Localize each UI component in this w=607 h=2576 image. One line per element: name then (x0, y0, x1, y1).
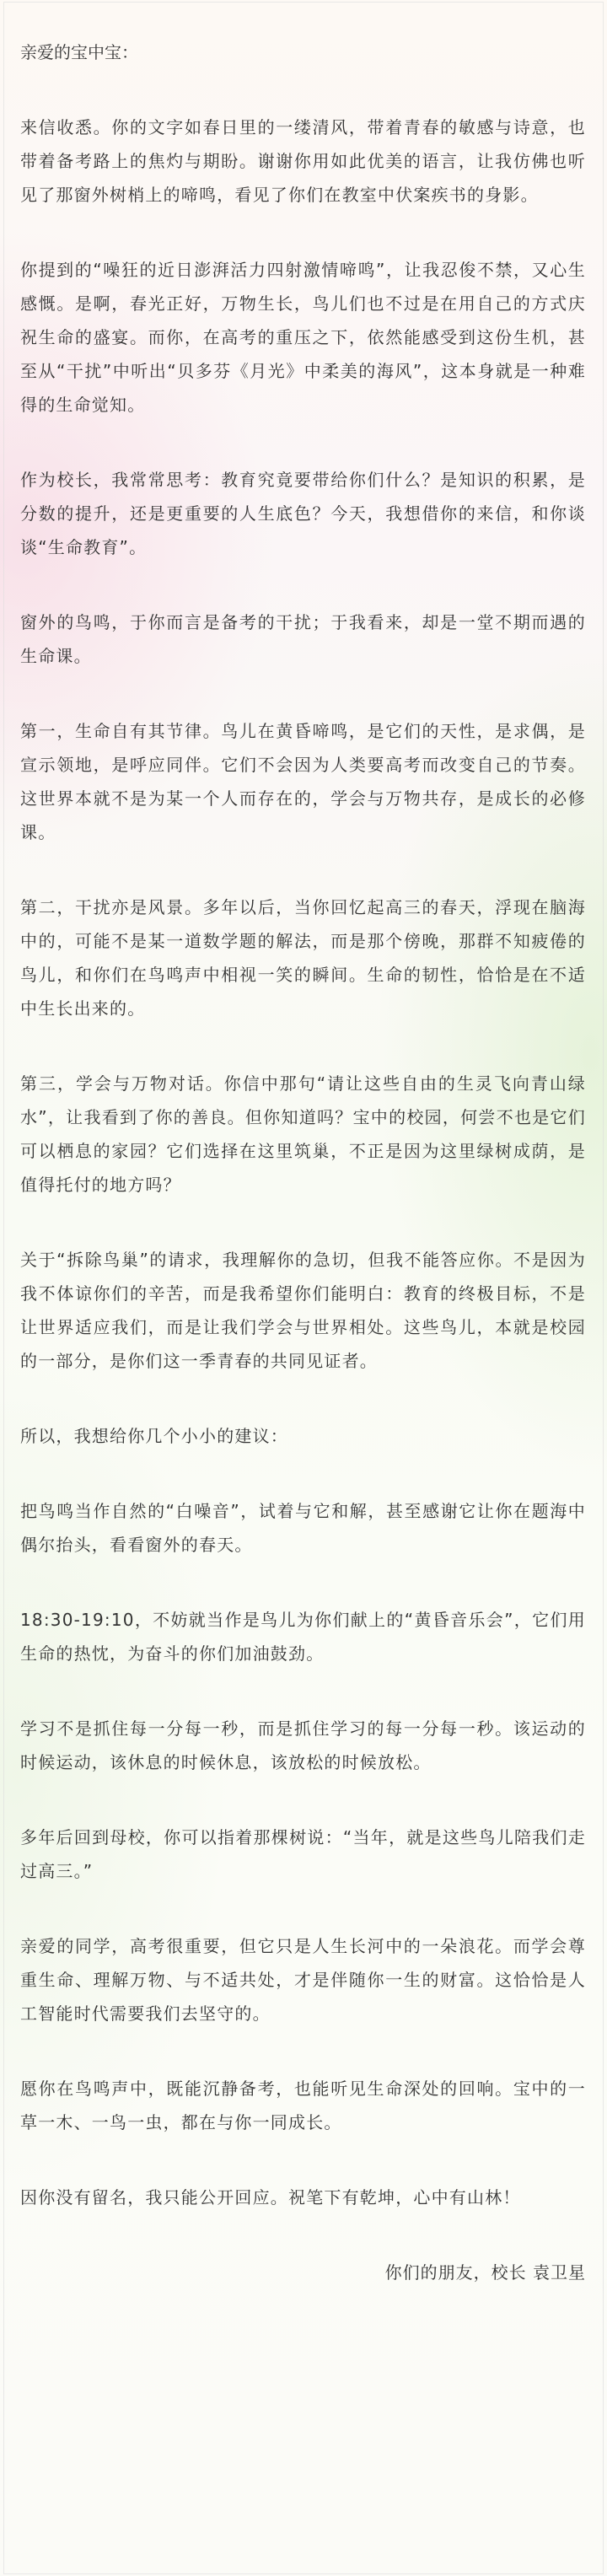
paragraph-principal-thoughts: 作为校长，我常常思考：教育究竟要带给你们什么？是知识的积累，是分数的提升，还是更重要的人生底色？今天，我想借你的来信，和你谈谈“生命教育”。 (20, 470, 586, 557)
paragraph-suggestion-memory: 多年后回到母校，你可以指着那棵树说：“当年，就是这些鸟儿陪我们走过高三。” (20, 1827, 586, 1881)
paragraph-nest-request: 关于“拆除鸟巢”的请求，我理解你的急切，但我不能答应你。不是因为我不体谅你们的辛苦，而是我希望你们能明白：教育的终极目标，不是让世界适应我们，而是让我们学会与世界相处。这些鸟儿，本就是校园的一部分，是你们这一季青春的共同见证者。 (20, 1250, 586, 1371)
paragraph-life-lesson: 窗外的鸟鸣，于你而言是备考的干扰；于我看来，却是一堂不期而遇的生命课。 (20, 612, 586, 666)
paragraph-acknowledgement: 来信收悉。你的文字如春日里的一缕清风，带着青春的敏感与诗意，也带着备考路上的焦灼与期盼。谢谢你用如此优美的语言，让我仿佛也听见了那窗外树梢上的啼鸣，看见了你们在教室中伏案疾书的身影。 (20, 117, 586, 205)
paragraph-birdsong-reflection: 你提到的“噪狂的近日澎湃活力四射激情啼鸣”，让我忍俊不禁，又心生感慨。是啊，春光正好，万物生长，鸟儿们也不过是在用自己的方式庆祝生命的盛宴。而你，在高考的重压之下，依然能感受到这份生机，甚至从“干扰”中听出“贝多芬《月光》中柔美的海风”，这本身就是一种难得的生命觉知。 (20, 260, 586, 415)
paragraph-suggestion-study: 学习不是抓住每一分每一秒，而是抓住学习的每一分每一秒。该运动的时候运动，该休息的时候休息，该放松的时候放松。 (20, 1718, 586, 1772)
letter-greeting: 亲爱的宝中宝： (20, 42, 138, 62)
paragraph-point-three: 第三，学会与万物对话。你信中那句“请让这些自由的生灵飞向青山绿水”，让我看到了你的善良。但你知道吗？宝中的校园，何尝不也是它们可以栖息的家园？它们选择在这里筑巢，不正是因为这里绿树成荫，是值得托付的地方吗？ (20, 1073, 586, 1195)
paragraph-closing-thoughts: 亲爱的同学，高考很重要，但它只是人生长河中的一朵浪花。而学会尊重生命、理解万物、与不适共处，才是伴随你一生的财富。这恰恰是人工智能时代需要我们去坚守的。 (20, 1936, 586, 2024)
paragraph-suggestion-white-noise: 把鸟鸣当作自然的“白噪音”，试着与它和解，甚至感谢它让你在题海中偶尔抬头，看看窗外的春天。 (20, 1501, 586, 1555)
paragraph-wishes: 愿你在鸟鸣声中，既能沉静备考，也能听见生命深处的回响。宝中的一草一木、一鸟一虫，都在与你一同成长。 (20, 2079, 586, 2132)
letter-signature: 你们的朋友，校长 袁卫星 (384, 2262, 586, 2283)
paragraph-suggestions-intro: 所以，我想给你几个小小的建议： (20, 1426, 288, 1446)
paragraph-public-reply: 因你没有留名，我只能公开回应。祝笔下有乾坤，心中有山林！ (20, 2187, 521, 2208)
paragraph-point-one: 第一，生命自有其节律。鸟儿在黄昏啼鸣，是它们的天性，是求偶，是宣示领地，是呼应同伴。它们不会因为人类要高考而改变自己的节奏。这世界本就不是为某一个人而存在的，学会与万物共存，是成长的必修课。 (20, 721, 586, 842)
paragraph-point-two: 第二，干扰亦是风景。多年以后，当你回忆起高三的春天，浮现在脑海中的，可能不是某一道数学题的解法，而是那个傍晚，那群不知疲倦的鸟儿，和你们在鸟鸣声中相视一笑的瞬间。生命的韧性，恰恰是在不适中生长出来的。 (20, 897, 586, 1019)
paragraph-suggestion-concert: 18:30-19:10，不妨就当作是鸟儿为你们献上的“黄昏音乐会”，它们用生命的热忱，为奋斗的你们加油鼓劲。 (20, 1610, 586, 1664)
